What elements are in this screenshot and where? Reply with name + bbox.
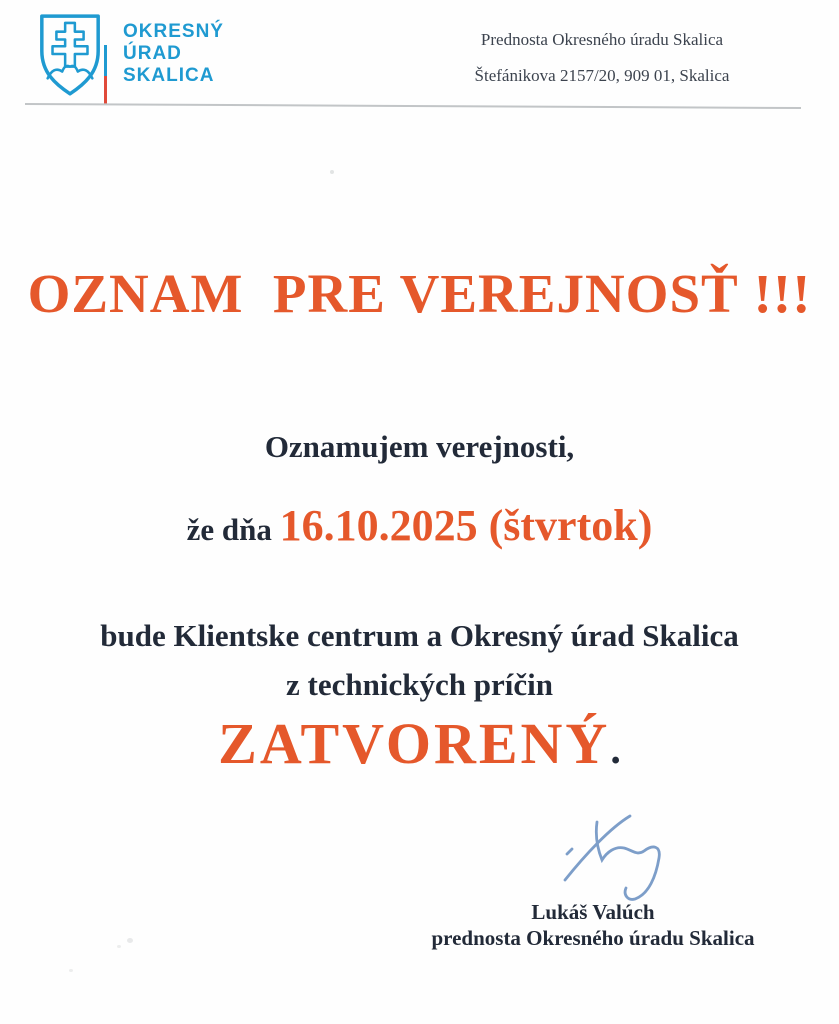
scan-speck [127, 938, 133, 943]
notice-title: OZNAM PRE VEREJNOSŤ !!! [27, 263, 812, 324]
office-wordmark [123, 21, 224, 87]
date-value: 16.10.2025 (štvrtok) [279, 501, 653, 550]
scan-speck [330, 170, 334, 174]
logo-divider [104, 45, 107, 105]
notice-intro: Oznamujem verejnosti, [264, 429, 575, 464]
closed-statement [0, 708, 839, 795]
logo-divider-blue [104, 45, 107, 76]
handwritten-signature-icon [545, 800, 780, 905]
signatory-title: prednosta Okresného úradu Skalica [431, 926, 755, 950]
scan-speck [117, 945, 121, 948]
signatory-name: Lukáš Valúch [531, 900, 655, 924]
office-contact [452, 31, 752, 103]
wordmark-line-3: SKALICA [123, 65, 215, 86]
contact-address-line: Štefánikova 2157/20, 909 01, Skalica [474, 66, 730, 85]
notice-date-line [0, 498, 839, 564]
closed-word: ZATVORENÝ [218, 711, 611, 776]
contact-office-line: Prednosta Okresného úradu Skalica [480, 30, 724, 49]
notice-body-line-1: bude Klientske centrum a Okresný úrad Skalica [100, 618, 739, 653]
wordmark-line-1: OKRESNÝ [123, 21, 224, 42]
signature-block [418, 899, 768, 951]
notice-body-line-2: z technických príčin [286, 667, 553, 702]
letterhead-rule [25, 103, 801, 109]
wordmark-line-2: ÚRAD [123, 43, 182, 64]
closed-period: . [610, 727, 621, 773]
slovak-coat-of-arms-icon [36, 12, 104, 98]
scan-speck [69, 969, 73, 972]
logo-divider-red [104, 76, 107, 105]
date-prefix: že dňa [186, 512, 280, 547]
